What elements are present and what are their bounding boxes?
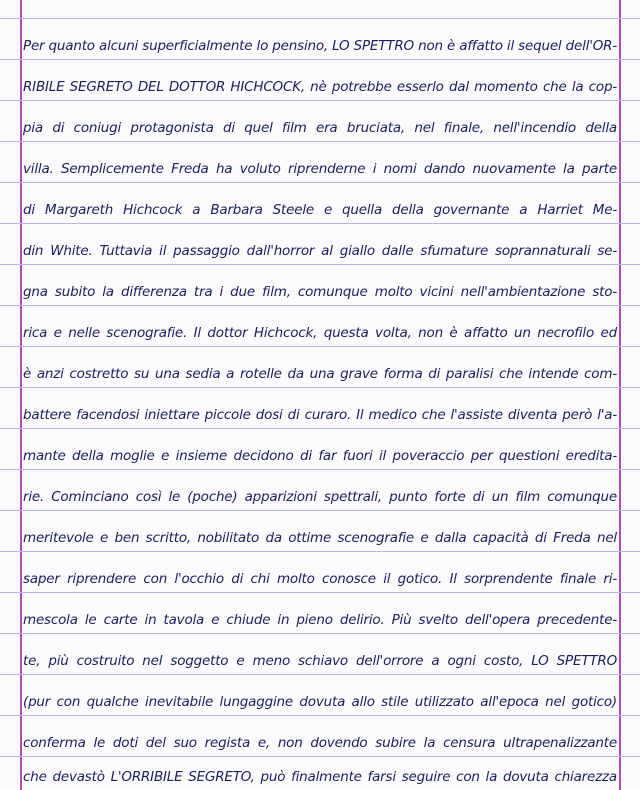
text-line-11: mante della moglie e insieme decidono di far fuori il poveraccio per questioni eredita- [23,448,617,464]
text-line-4: villa. Semplicemente Freda ha voluto riprenderne i nomi dando nuovamente la parte [23,161,617,177]
text-line-18: conferma le doti del suo regista e, non dovendo subire la censura ultrapenalizzante [23,735,617,751]
text-line-8: rica e nelle scenografie. Il dottor Hichcock, questa volta, non è affatto un necrofilo ed [23,325,617,341]
text-line-13: meritevole e ben scritto, nobilitato da ottime scenografie e dalla capacità di Freda nel [23,530,617,546]
ruled-line [0,346,640,347]
ruled-line [0,756,640,757]
text-line-14: saper riprendere con l'occhio di chi molto conosce il gotico. Il sorprendente finale ri- [23,571,617,587]
ruled-line [0,182,640,183]
ruled-line [0,100,640,101]
ruled-line [0,510,640,511]
ruled-line [0,59,640,60]
text-line-5: di Margareth Hichcock a Barbara Steele e quella della governante a Harriet Me- [23,202,617,218]
text-line-3: pia di coniugi protagonista di quel film era bruciata, nel finale, nell'incendio della [23,120,617,136]
ruled-line [0,469,640,470]
text-line-1: Per quanto alcuni superficialmente lo pensino, LO SPETTRO non è affatto il sequel dell'OR- [23,38,617,54]
text-line-17: (pur con qualche inevitabile lungaggine dovuta allo stile utilizzato all'epoca nel gotico) [23,694,617,710]
ruled-line [0,428,640,429]
ruled-line [0,141,640,142]
text-line-9: è anzi costretto su una sedia a rotelle da una grave forma di paralisi che intende com- [23,366,617,382]
ruled-line [0,551,640,552]
left-margin-line [20,0,22,790]
ruled-line [0,305,640,306]
ruled-line [0,223,640,224]
text-line-6: din White. Tuttavia il passaggio dall'horror al giallo dalle sfumature soprannaturali se- [23,243,617,259]
ruled-line [0,674,640,675]
ruled-line [0,715,640,716]
text-line-19: che devastò L'ORRIBILE SEGRETO, può finalmente farsi seguire con la dovuta chiarezza [23,769,617,785]
text-line-10: battere facendosi iniettare piccole dosi di curaro. Il medico che l'assiste diventa però l'a- [23,407,617,423]
text-line-7: gna subito la differenza tra i due film, comunque molto vicini nell'ambientazione sto- [23,284,617,300]
ruled-line [0,18,640,19]
text-line-15: mescola le carte in tavola e chiude in pieno delirio. Più svelto dell'opera precedente- [23,612,617,628]
ruled-line [0,592,640,593]
text-line-16: te, più costruito nel soggetto e meno schiavo dell'orrore a ogni costo, LO SPETTRO [23,653,617,669]
ruled-line [0,387,640,388]
ruled-line [0,633,640,634]
text-line-2: RIBILE SEGRETO DEL DOTTOR HICHCOCK, nè potrebbe esserlo dal momento che la cop- [23,79,617,95]
right-margin-line [619,0,621,790]
ruled-line [0,264,640,265]
text-line-12: rie. Cominciano così le (poche) apparizioni spettrali, punto forte di un film comunque [23,489,617,505]
